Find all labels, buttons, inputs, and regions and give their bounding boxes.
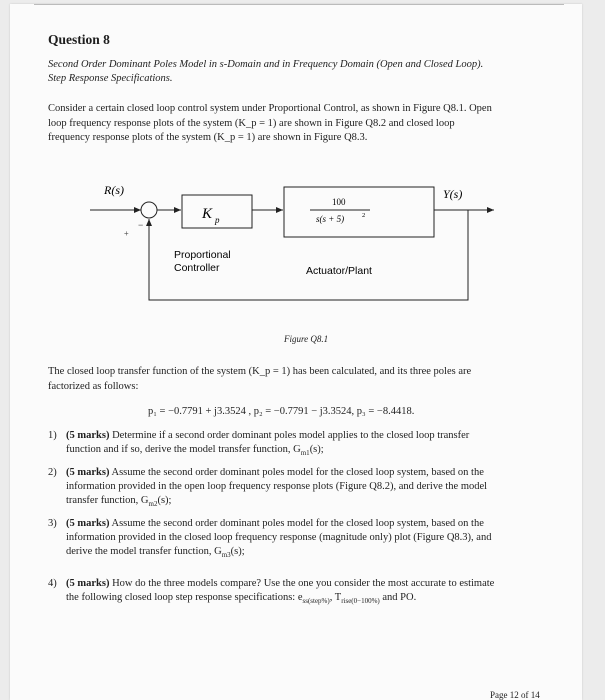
item-line-2: the following closed loop step response specifications: e [66, 592, 303, 603]
plus-sign: + [124, 229, 129, 238]
item-tail: (s); [230, 546, 245, 557]
figure-caption: Figure Q8.1 [284, 334, 329, 344]
item-subscript-b: rise(0−100%) [341, 597, 380, 606]
output-label: Y(s) [443, 187, 463, 201]
question-item-4 [48, 577, 550, 608]
item-marks: (5 marks) [66, 467, 110, 478]
controller-caption-line-1: Proportional [174, 249, 231, 261]
item-line-2: information provided in the open loop frequency response plots (Figure Q8.2), and derive the model [66, 481, 488, 492]
item-subscript-a: ss(step%) [302, 597, 330, 606]
question-title: Question 8 [48, 32, 110, 47]
closed-loop-paragraph [48, 365, 550, 394]
document-page [10, 4, 582, 700]
item-line-1: How do the three models compare? Use the one you consider the most accurate to estimate [112, 578, 495, 589]
controller-caption-line-2: Controller [174, 262, 220, 274]
plant-denominator-exponent: 2 [362, 212, 366, 219]
item-marks: (5 marks) [66, 578, 110, 589]
item-tail: and PO. [379, 592, 417, 603]
plant-denominator: s(s + 5) [316, 214, 345, 224]
poles-equation: p₁ = −0.7791 + j3.3524 , p₂ = −0.7791 − j3.3524, p₃ = −8.4418. [148, 406, 415, 417]
item-line-1: Assume the second order dominant poles model for the closed loop system, based on the [111, 518, 484, 529]
item-line-1: Assume the second order dominant poles model for the closed loop system, based on the [111, 467, 484, 478]
closed-loop-line-1: The closed loop transfer function of the system (K_p = 1) has been calculated, and its three poles are [48, 366, 472, 377]
item-tail: (s); [309, 444, 324, 455]
plant-caption: Actuator/Plant [306, 265, 372, 277]
minus-sign: − [138, 220, 144, 230]
item-marks: (5 marks) [66, 518, 110, 529]
subtitle-line-2: Step Response Specifications. [48, 73, 173, 84]
item-line-2: function and if so, derive the model transfer function, G [66, 444, 301, 455]
intro-line-3: frequency response plots of the system (K_p = 1) are shown in Figure Q8.3. [48, 132, 368, 143]
item-subscript: m3 [221, 551, 231, 560]
subtitle-line-1: Second Order Dominant Poles Model in s-Domain and in Frequency Domain (Open and Closed Loop). [48, 59, 484, 70]
block-diagram [10, 4, 582, 344]
plant-block [284, 187, 434, 237]
item-number: 1) [48, 430, 57, 441]
item-line-2: information provided in the closed loop frequency response (magnitude only) plot (Figure Q8.3), and [66, 532, 492, 543]
item-marks: (5 marks) [66, 430, 110, 441]
item-number: 4) [48, 578, 57, 589]
page-number: Page 12 of 14 [490, 690, 540, 700]
item-line-3: derive the model transfer function, G [66, 546, 222, 557]
controller-subscript: p [215, 215, 220, 225]
item-subscript: m1 [300, 449, 310, 458]
question-item-3 [48, 517, 550, 562]
intro-line-2: loop frequency response plots of the system (K_p = 1) are shown in Figure Q8.2 and closed loop [48, 117, 455, 129]
input-label: R(s) [104, 183, 124, 197]
closed-loop-line-2: factorized as follows: [48, 380, 139, 392]
item-line-3: transfer function, G [66, 495, 149, 506]
plant-numerator: 100 [332, 197, 346, 207]
intro-line-1: Consider a certain closed loop control system under Proportional Control, as shown in Figure Q8.1. Open [48, 103, 492, 114]
item-tail: (s); [157, 495, 172, 506]
controller-symbol: K [202, 206, 213, 222]
item-number: 3) [48, 518, 57, 529]
item-number: 2) [48, 467, 57, 478]
item-line-1: Determine if a second order dominant poles model applies to the closed loop transfer [112, 430, 470, 441]
item-subscript: m2 [148, 500, 158, 509]
summing-junction [141, 202, 157, 218]
item-mid: , T [329, 592, 342, 603]
question-item-1 [48, 429, 550, 460]
question-item-2 [48, 466, 550, 511]
